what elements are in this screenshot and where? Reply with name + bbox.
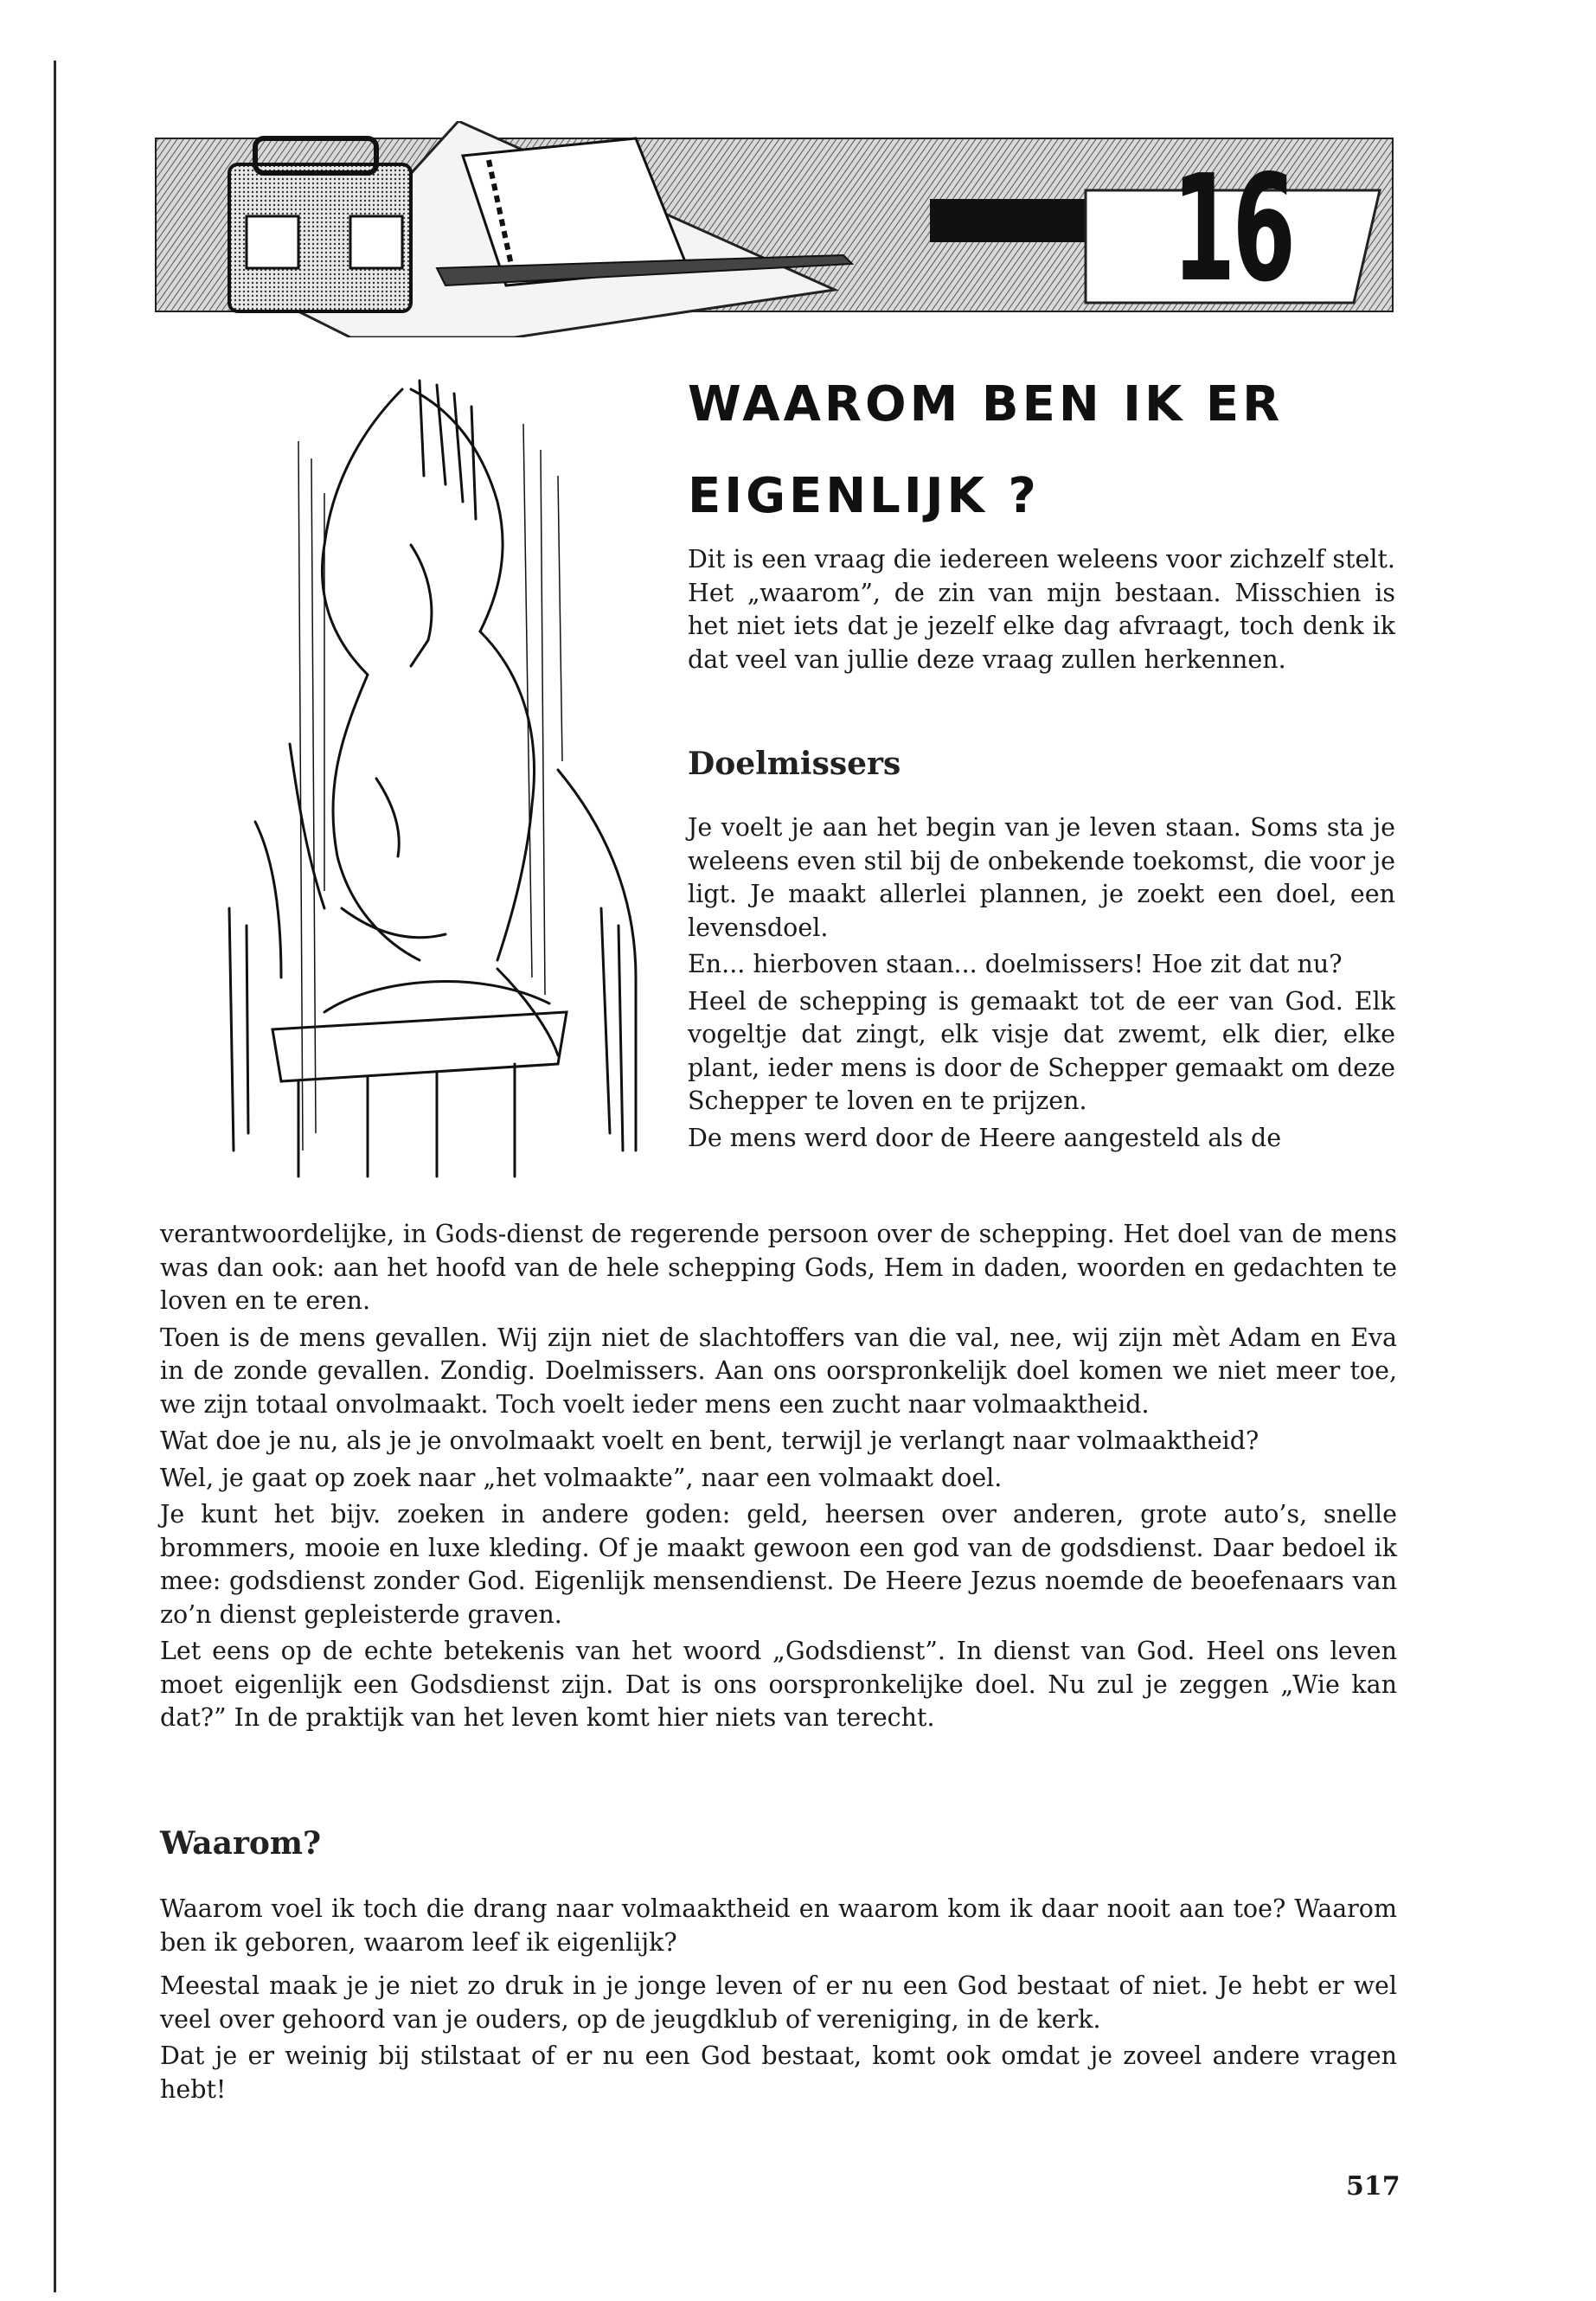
paragraph: Je kunt het bijv. zoeken in andere goden: geld, heersen over anderen, grote auto’s, snelle brommers, mooie en luxe kleding. Of je maakt gewoon een god van de godsdienst. Daar bedoel ik mee: godsdienst zonder God. Eigenlijk mensendienst. De Heere Jezus noemde de beoefenaars van zo’n dienst gepleisterde graven. [160,1500,1397,1629]
title-line-1: WAAROM BEN IK ER [688,376,1284,433]
paragraph: Meestal maak je je niet zo druk in je jonge leven of er nu een God bestaat of niet. Je hebt er wel veel over gehoord van je ouders, op de jeugdklub of vereniging, in de kerk. [160,1971,1397,2034]
section-heading-waarom: Waarom? [160,1825,322,1862]
title-line-2: EIGENLIJK ? [688,468,1040,524]
paragraph: Let eens op de echte betekenis van het woord „Godsdienst”. In dienst van God. Heel ons leven moet eigenlijk een Godsdienst zijn. Dat is ons oorspronkelijke doel. Nu zul je zeggen „Wie kan dat?” In de praktijk van het leven komt hier niets van terecht. [160,1637,1397,1732]
briefcase-icon [229,138,411,311]
section-waarom [160,1893,1397,2110]
paragraph: En... hierboven staan... doelmissers! Hoe zit dat nu? [688,950,1343,978]
paragraph: Heel de schepping is gemaakt tot de eer van God. Elk vogeltje dat zingt, elk visje dat zwemt, elk dier, elke plant, ieder mens is door de Schepper gemaakt om deze Schepper te loven en te prijzen. [688,986,1395,1115]
section-doelmissers-full [160,1218,1397,1739]
paragraph: Dat je er weinig bij stilstaat of er nu een God bestaat, komt ook omdat je zoveel andere vragen hebt! [160,2041,1397,2104]
paragraph: Wel, je gaat op zoek naar „het volmaakte”, naar een volmaakt doel. [160,1463,1003,1492]
section-heading-doelmissers: Doelmissers [688,746,901,782]
margin-rule [54,61,56,2292]
paragraph: verantwoordelijke, in Gods-dienst de regerende persoon over de schepping. Het doel van de mens was dan ook: aan het hoofd van de hele schepping Gods, Hem in daden, woorden en gedachten te loven en te eren. [160,1220,1397,1315]
paragraph: Toen is de mens gevallen. Wij zijn niet de slachtoffers van die val, nee, wij zijn mèt Adam en Eva in de zonde gevallen. Zondig. Doelmissers. Aan ons oorspronkelijk doel komen we niet meer toe, we zijn totaal onvolmaakt. Toch voelt ieder mens een zucht naar volmaaktheid. [160,1323,1397,1419]
dash-mark [930,199,1086,242]
paragraph: Wat doe je nu, als je je onvolmaakt voelt en bent, terwijl je verlangt naar volmaaktheid? [160,1426,1259,1455]
paragraph: Waarom voel ik toch die drang naar volmaaktheid en waarom kom ik daar nooit aan toe? Waarom ben ik geboren, waarom leef ik eigenlijk? [160,1894,1397,1957]
intro-paragraph [688,543,1395,680]
section-doelmissers-right [688,811,1395,1155]
page-number: 517 [1346,2171,1401,2202]
page-title [688,359,1466,542]
praying-girl-illustration [151,372,670,1185]
paragraph: De mens werd door de Heere aangesteld als de [688,1123,1282,1152]
chapter-number: 16 [1172,144,1293,315]
intro-text: Dit is een vraag die iedereen weleens voor zichzelf stelt. Het „waarom”, de zin van mijn bestaan. Misschien is het niet iets dat je jezelf elke dag afvraagt, toch denk ik dat veel van jullie deze vraag zullen herkennen. [688,545,1395,674]
paragraph: Je voelt je aan het begin van je leven staan. Soms sta je weleens even stil bij de onbekende toekomst, die voor je ligt. Je maakt allerlei plannen, je zoekt een doel, een levensdoel. [688,813,1395,942]
